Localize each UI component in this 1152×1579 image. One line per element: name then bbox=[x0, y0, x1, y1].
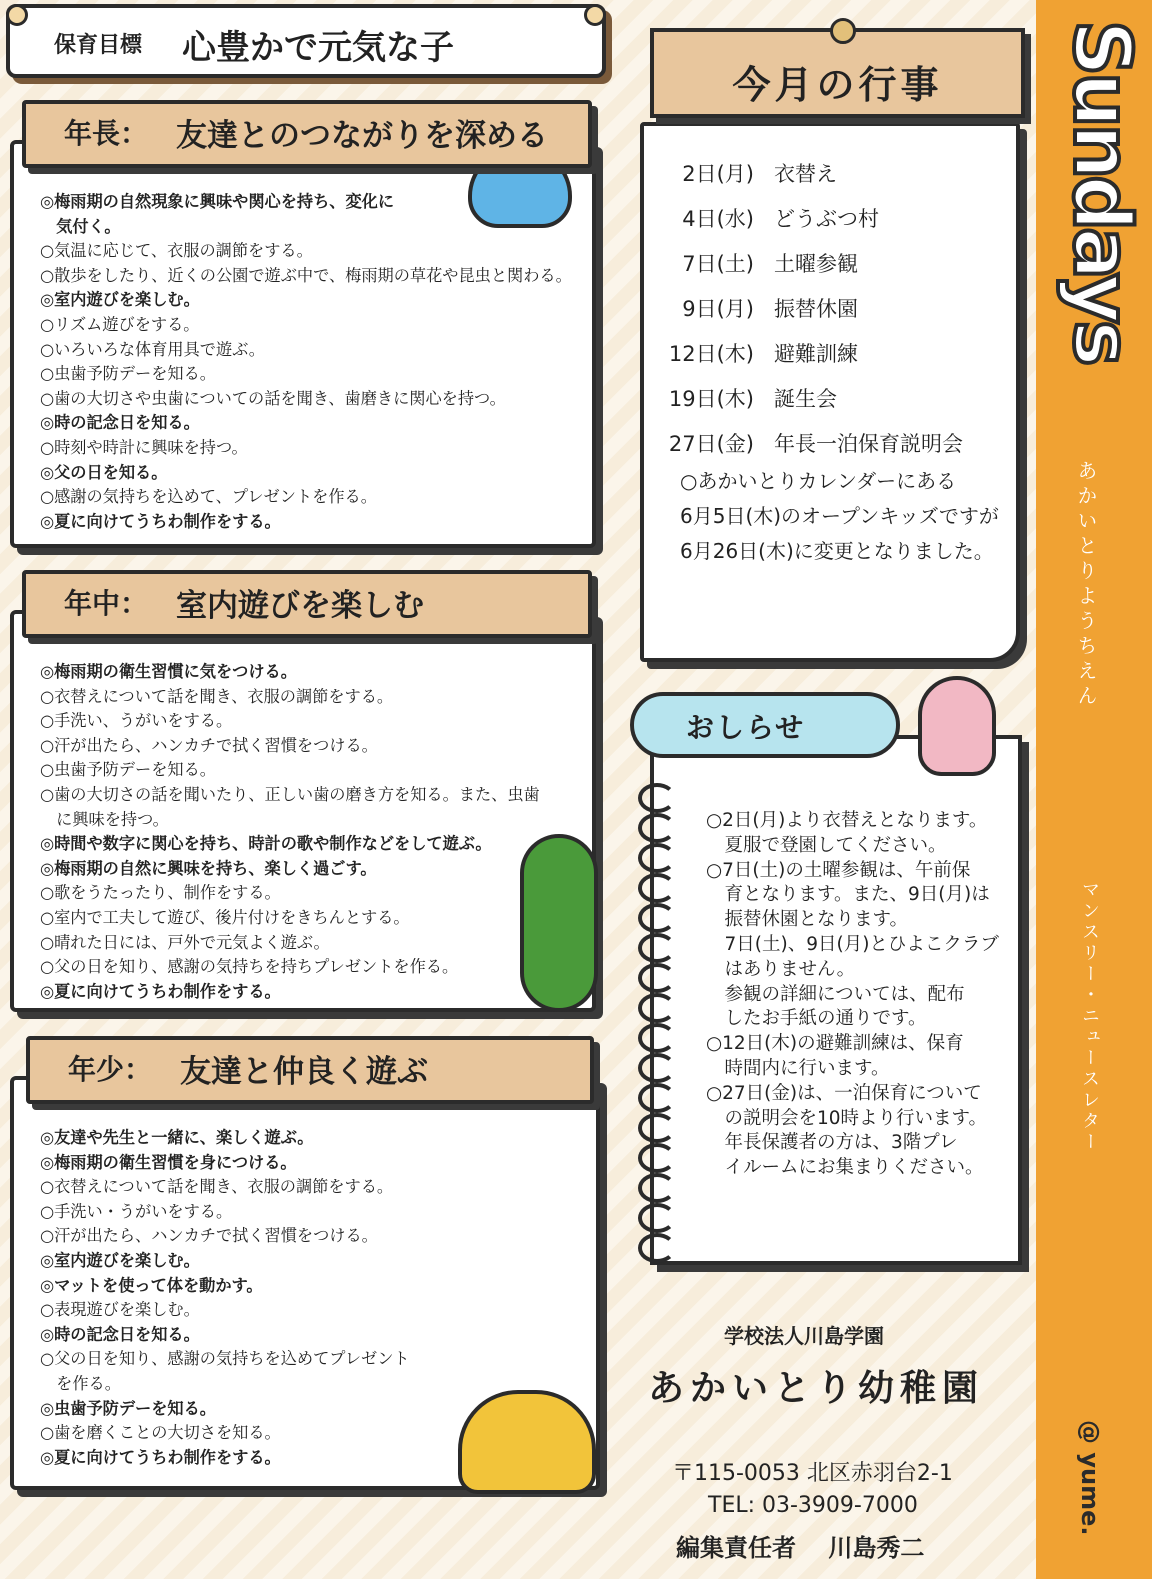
ring-icon bbox=[638, 1083, 676, 1113]
event-name: どうぶつ村 bbox=[774, 207, 879, 231]
class-banner-nensho bbox=[26, 1036, 594, 1104]
class-item: ○父の日を知り、感謝の気持ちを込めてプレゼント を作る。 bbox=[40, 1349, 410, 1393]
notices-bubble bbox=[630, 692, 900, 758]
class-item: ○歯の大切さの話を聞いたり、正しい歯の磨き方を知る。また、虫歯 に興味を持つ。 bbox=[40, 784, 540, 829]
class-item: ◎父の日を知る。 bbox=[40, 462, 168, 482]
class-item: ○歌をうたったり、制作をする。 bbox=[40, 883, 281, 903]
school-name-vertical: あかいとりようちえん bbox=[1074, 460, 1098, 710]
event-date: 7日(土) bbox=[682, 252, 754, 276]
ring-icon bbox=[638, 783, 676, 813]
org-name: あかいとり幼稚園 bbox=[648, 1368, 985, 1409]
ring-icon bbox=[638, 813, 676, 843]
class-item: ○手洗い、うがいをする。 bbox=[40, 711, 233, 731]
class-item: ◎マットを使って体を動かす。 bbox=[40, 1275, 263, 1295]
class-items-nensho bbox=[40, 1126, 410, 1470]
class-item: ○汗が出たら、ハンカチで拭く習慣をつける。 bbox=[40, 735, 378, 755]
event-date: 27日(金) bbox=[668, 432, 754, 456]
class-item: ◎夏に向けてうちわ制作をする。 bbox=[40, 981, 281, 1001]
ring-icon bbox=[638, 1113, 676, 1143]
class-item: ○いろいろな体育用具で遊ぶ。 bbox=[40, 339, 265, 359]
ring-icon bbox=[638, 1023, 676, 1053]
event-name: 避難訓練 bbox=[774, 342, 858, 366]
nail-icon bbox=[584, 4, 606, 26]
class-item: ○リズム遊びをする。 bbox=[40, 314, 200, 334]
class-items-nenchu bbox=[40, 660, 540, 1004]
event-date: 4日(水) bbox=[682, 207, 754, 231]
class-item: ○歯の大切さや虫歯についての話を聞き、歯磨きに関心を持つ。 bbox=[40, 388, 506, 408]
class-item: ○虫歯予防デーを知る。 bbox=[40, 760, 216, 780]
event-date: 19日(木) bbox=[668, 387, 754, 411]
org-subtitle: 学校法人川島学園 bbox=[724, 1324, 884, 1348]
events-note: ○あかいとりカレンダーにある 6月5日(木)のオープンキッズですが 6月26日(木)に変更となりました。 bbox=[680, 469, 999, 563]
class-item: ○表現遊びを楽しむ。 bbox=[40, 1300, 200, 1320]
class-panel-nensho bbox=[10, 1076, 600, 1490]
class-item: ◎夏に向けてうちわ制作をする。 bbox=[40, 511, 281, 531]
event-date: 2日(月) bbox=[682, 162, 754, 186]
class-item: ◎梅雨期の自然現象に興味や関心を持ち、変化に 気付く。 bbox=[40, 192, 395, 236]
ring-icon bbox=[638, 1203, 676, 1233]
class-item: ○散歩をしたり、近くの公園で遊ぶ中で、梅雨期の草花や昆虫と関わる。 bbox=[40, 265, 572, 285]
goal-sign bbox=[6, 4, 606, 78]
address-block bbox=[672, 1458, 953, 1522]
class-item: ◎室内遊びを楽しむ。 bbox=[40, 1250, 200, 1270]
side-strip bbox=[1036, 0, 1152, 1579]
class-item: ○歯を磨くことの大切さを知る。 bbox=[40, 1423, 281, 1443]
class-title: 友達と仲良く遊ぶ bbox=[180, 1054, 428, 1090]
nail-icon bbox=[6, 4, 28, 26]
event-name: 誕生会 bbox=[774, 387, 837, 411]
telephone: TEL: 03-3909-7000 bbox=[708, 1493, 918, 1518]
class-item: ◎梅雨期の衛生習慣に気をつける。 bbox=[40, 662, 297, 681]
class-item: ○衣替えについて話を聞き、衣服の調節をする。 bbox=[40, 1177, 394, 1197]
event-name: 年長一泊保育説明会 bbox=[774, 432, 963, 456]
notices-title: おしらせ bbox=[686, 711, 806, 744]
illustrator-credit: @ yume. bbox=[1076, 1420, 1104, 1536]
class-item: ○時刻や時計に興味を持つ。 bbox=[40, 437, 248, 457]
class-item: ○感謝の気持ちを込めて、プレゼントを作る。 bbox=[40, 487, 377, 507]
yellow-bird-icon bbox=[458, 1390, 596, 1494]
class-title: 室内遊びを楽しむ bbox=[176, 588, 424, 624]
class-item: ○汗が出たら、ハンカチで拭く習慣をつける。 bbox=[40, 1226, 378, 1246]
class-item: ◎時間や数字に関心を持ち、時計の歌や制作などをして遊ぶ。 bbox=[40, 834, 492, 854]
class-banner-nenchu bbox=[22, 570, 592, 638]
event-name: 土曜参観 bbox=[774, 252, 858, 276]
editor-credit: 編集責任者 川島秀二 bbox=[676, 1534, 925, 1562]
ring-icon bbox=[638, 963, 676, 993]
event-date: 9日(月) bbox=[682, 297, 754, 321]
class-item: ○衣替えについて話を聞き、衣服の調節をする。 bbox=[40, 686, 394, 706]
ring-icon bbox=[638, 993, 676, 1023]
pink-bird-icon bbox=[918, 676, 996, 776]
newsletter-subtitle: マンスリー・ニュースレター bbox=[1079, 880, 1100, 1153]
events-paper bbox=[640, 122, 1020, 662]
notices-paper bbox=[650, 735, 1022, 1265]
notices-text: ○2日(月)より衣替えとなります。 夏服で登園してください。 ○7日(土)の土曜参観は、午前保 育となります。また、9日(月)は 振替休園となります。 7日(土)、9日(月)とひよこクラブ はありません。 参観の詳細については、配布 したお手紙の通りです。 ○12日(木)の避難訓練は、保育 時間内に行います。 ○27日(金)は、一泊保育について の説明会を10時より行います。 年長保護者の方は、3階プレ イルームにお集まりください。 bbox=[706, 810, 999, 1179]
class-item: ◎時の記念日を知る。 bbox=[40, 1324, 200, 1344]
class-item: ○室内で工夫して遊び、後片付けをきちんとする。 bbox=[40, 907, 410, 927]
events-title: 今月の行事 bbox=[732, 63, 943, 107]
ring-icon bbox=[638, 903, 676, 933]
ring-icon bbox=[638, 843, 676, 873]
ring-icon bbox=[638, 1053, 676, 1083]
goal-text: 心豊かで元気な子 bbox=[182, 28, 454, 68]
class-panel-nenchu bbox=[10, 610, 596, 1012]
class-item: ○手洗い・うがいをする。 bbox=[40, 1201, 233, 1221]
ring-icon bbox=[638, 1233, 676, 1263]
class-item: ◎虫歯予防デーを知る。 bbox=[40, 1398, 216, 1418]
pin-icon bbox=[830, 18, 856, 44]
event-name: 振替休園 bbox=[774, 297, 858, 321]
goal-label: 保育目標 bbox=[54, 33, 143, 58]
class-item: ○晴れた日には、戸外で元気よく遊ぶ。 bbox=[40, 932, 330, 952]
class-item: ◎夏に向けてうちわ制作をする。 bbox=[40, 1447, 281, 1467]
event-date: 12日(木) bbox=[668, 342, 754, 366]
ring-icon bbox=[638, 933, 676, 963]
class-level: 年中： bbox=[64, 587, 149, 620]
ring-icon bbox=[638, 873, 676, 903]
class-item: ○虫歯予防デーを知る。 bbox=[40, 364, 216, 384]
brand-logo: Sundays bbox=[1056, 20, 1146, 363]
class-item: ◎梅雨期の自然に興味を持ち、楽しく過ごす。 bbox=[40, 858, 377, 878]
class-panel-nencho bbox=[10, 140, 596, 548]
class-item: ◎時の記念日を知る。 bbox=[40, 413, 200, 433]
class-level: 年少： bbox=[68, 1053, 153, 1086]
class-item: ◎梅雨期の衛生習慣を身につける。 bbox=[40, 1152, 297, 1172]
class-item: ◎室内遊びを楽しむ。 bbox=[40, 290, 200, 310]
class-item: ○気温に応じて、衣服の調節をする。 bbox=[40, 241, 313, 261]
class-title: 友達とのつながりを深める bbox=[176, 118, 548, 154]
class-items-nencho bbox=[40, 190, 572, 534]
postal-address: 〒115-0053 北区赤羽台2-1 bbox=[672, 1461, 953, 1486]
event-name: 衣替え bbox=[774, 162, 837, 186]
class-item: ◎友達や先生と一緒に、楽しく遊ぶ。 bbox=[40, 1128, 314, 1147]
class-level: 年長： bbox=[64, 117, 149, 150]
class-item: ○父の日を知り、感謝の気持ちを持ちプレゼントを作る。 bbox=[40, 957, 459, 977]
ring-icon bbox=[638, 1143, 676, 1173]
green-bird-icon bbox=[520, 834, 598, 1012]
events-banner bbox=[650, 28, 1025, 118]
ring-icon bbox=[638, 1173, 676, 1203]
class-banner-nencho bbox=[22, 100, 592, 168]
